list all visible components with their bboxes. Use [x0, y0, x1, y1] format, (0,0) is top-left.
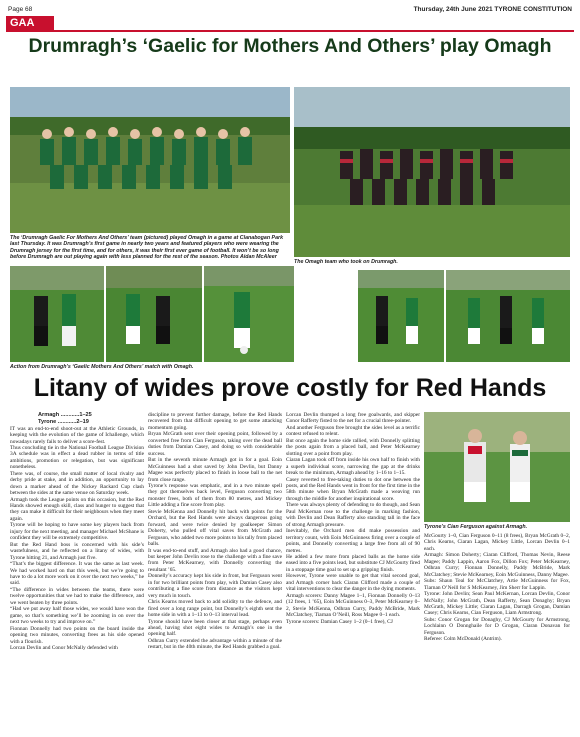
photo-drumragh-team [10, 87, 290, 233]
paragraph: Subs: Shaun Teal for McClatchey, Artie McGuinness for Fox, Tiarnan O’Neill for S McKearney, Jim Sherr for Lappin. [424, 578, 570, 591]
paragraph: Chris Kearns moved back to add solidity to the defence, and fired over a long range point, but Donnelly’s eighth sent the home side in with a 1–13 to 0–13 interval lead. [148, 599, 282, 619]
paragraph: Subs: Conor Grogan for Donaghy, CJ McGourty for Armstrong, Lochlainn O Donnghaile for D Grogan, Ciaran Donavan for Ferguson. [424, 616, 570, 636]
paragraph: Armagh took the League points on this occasion, but the Red Hands showed enough skill, class and hunger to suggest that they can make it difficult for their neighbours when they meet again. [10, 496, 144, 522]
paragraph: Thus concluding tie in the National Football League Division 3A schedule was in effect a dead rubber in terms of title ambitions, promotion or relegation, but was significant nonetheless. [10, 444, 144, 471]
paragraph: But in the seventh minute Armagh got in for a goal. Eoin McGuinness had a shot saved by John Devlin, but Danny Magee was perfectly placed to finish in loose ball to the net from close range. [148, 457, 282, 483]
article-column-1 [10, 412, 144, 651]
photo-omagh-team [294, 87, 570, 257]
caption-omagh-team: The Omagh team who took on Drumragh. [294, 259, 398, 265]
paragraph: But the Red Hand boss is concerned with his side’s wastefulness, and he reflected on a litany of wides, with Tyrone hitting 21, and Armagh just five. [10, 541, 144, 561]
paragraph: “Had we put away half those wides, we would have won the game, so that’s something we’ll be zooming in on over the next two weeks to try and improve on.” [10, 606, 144, 626]
paragraph: Lorcan Devlin thumped a long free goalwards, and skipper Conor Rafferty fisted to the net for a crucial three-pointer. [286, 412, 420, 425]
paragraph: Tyrone: John Devlin; Sean Paul McKernan, Lorcan Devlin, Conor McNally; John McGrath, Dean Rafferty, Sean Donaghy; Bryan McGrath, Mickey Little; Ciaran Lagan, Darragh Grogan, Damian Casey; Chris Kearns, Cian Ferguson, Liam Armstrong. [424, 591, 570, 617]
paragraph: “The difference in wides between the teams, there were twelve opportunities that we had to make the difference, and we went beaten by three points. [10, 586, 144, 606]
paragraph: discipline to prevent further damage, before the Red Hands recovered from that difficult opening to get some attacking momentum going. [148, 412, 282, 431]
paragraph: Lorcan Devlin and Conor McNally defended with [10, 645, 118, 651]
section-tag: GAA [6, 16, 54, 30]
article-column-3 [286, 412, 420, 625]
paragraph: However, Tyrone were unable to get that vital second goal, and Armagh corner back Ciaran Clifford made a couple of vital interventions to clear the danger in the dying moments. [286, 573, 420, 593]
paragraph: Donnelly’s accuracy kept his side in front, but Ferguson went in for two brilliant points from play, with Damian Casey also contributing a fine score from distance as the visitors kept very much in touch. [148, 573, 282, 599]
paragraph: Inevitably, the Orchard men did make possession and territory count, with Eoin McGuinness firing over a couple of points, and Donnelly converting a large free from all of 90 metres. [286, 528, 420, 554]
headline-red-hands: Litany of wides prove costly for Red Hands [33, 374, 547, 402]
paragraph: Stevie McKenna and Donnelly hit back with points for the Orchard, but the Red Hands were always dangerous going forward, and were twice denied by goalkeeper Simon Doherty, who pulled off vital saves from McGrath and Ferguson, who added two more points to his tally from placed balls. [148, 508, 282, 548]
scoreline-tyrone: Tyrone ............2–19 [38, 418, 89, 425]
paragraph: McGourty 1–0, Cian Ferguson 0–11 (8 frees), Bryan McGrath 0–2, Chris Kearns, Ciaran Lagan, Mickey Little, Lorcan Devlin 0–1 each. [424, 533, 570, 552]
photo-action-4 [358, 270, 444, 362]
photo-cian-ferguson [424, 412, 570, 522]
page-number: Page 68 [8, 5, 33, 13]
photo-action-1 [10, 266, 104, 362]
paragraph: Tyrone should have been closer at that stage, perhaps even ahead, having shot eight wides to Armagh’s one in the opening half. [148, 618, 282, 638]
paragraph: It was end-to-end stuff, and Armagh also had a good chance, but keeper John Devlin rose to the challenge with a fine save from Peter McKearney, with Donnelly converting the resultant ’65. [148, 547, 282, 573]
paragraph: There was always plenty of defending to do though, and Sean Paul McKernan rose to the challenge in marking fashion, with Devlin and Dean Rafferty also standing tall in the face of strong Armagh pressure. [286, 502, 420, 528]
headline-drumragh: Drumragh’s ‘Gaelic for Mothers And Others’ play Omagh [28, 35, 552, 57]
section-rule [6, 30, 574, 32]
paragraph: Bryan McGrath sent over their opening point, followed by a converted free from Cian Ferguson, taking over the dead ball duties from Damian Casey, and doing so with considerable success. [148, 431, 282, 457]
photo-action-5 [446, 270, 570, 362]
paragraph: Armagh scorers: Danny Magee 1–1, Fionnan Donnelly 0–13 (12 frees, 1 ’65), Eoin McGuinness 0–3, Peter McKearney 0–2, Stevie McKenna, Odhran Curry, Paddy McBride, Mark McClatchey, Tiarnan O’Neill, Ross Magee 0–1 each. [286, 592, 420, 619]
article-column-2 [148, 412, 282, 651]
photo-action-3 [204, 266, 294, 362]
paragraph: Casey reverted to free-taking duties to dot one between the posts, and the Red Hands went in front for the first time in the 58th minute when Bryan McGrath made a weaving run through the middle for another inspirational score. [286, 476, 420, 502]
paragraph: IT was an end-to-end shoot-out at the Athletic Grounds, in keeping with the evolution of the game of Ichallenge, which nowadays rarely fails to deliver a score-fest. [10, 425, 144, 445]
paragraph: Fionnan Donnelly had two points on the board inside the opening two minutes, converting frees as his side opened with a flourish. [10, 625, 144, 645]
paragraph: Tyrone scorers: Damian Casey 1–2 (0–1 free), CJ [286, 618, 393, 625]
paragraph: Armagh: Simon Doherty; Ciaran Clifford, Thomas Nevin, Reese Magee; Paddy Lappin, Aaron Fox, Dillon Fox; Peter McKearney, Odhran Curry; Fionnan Donnelly, Paddy McBride, Mark McClatchey; Stevie McKearney, Eoin McGuinness, Danny Magee. [424, 552, 570, 578]
paragraph: Ciaran Lagan took off from inside his own half to finish with a superb individual score, narrowing the gap at the drinks break to the minimum, Armagh ahead by 1–16 to 1–15. [286, 457, 420, 477]
paragraph: “That’s the biggest difference. It was the same as last week. We had worked hard on that this week, but we’re going to have to do a lot more work on it over the next two weeks,” he said. [10, 561, 144, 587]
photo-action-2 [106, 266, 202, 362]
caption-drumragh-team: The ‘Drumragh Gaelic For Mothers And Others’ team (pictured) played Omagh in a game at Clanabogan Park last Thursday. It was Drumragh’s first game in nearly two years and featured players who were wearing the Drumragh jersey for the first time, and for others, it was their first ever game of football. It won’t be so long before Drumragh are out playing again with less planned for the rest of the season. Photos Aidan McAleer [10, 235, 284, 261]
paragraph: Odhran Curry extended the advantage within a minute of the restart, but in the 40th minute, the Red Hands grabbed a goal. [148, 637, 282, 651]
article-column-4 [424, 533, 570, 643]
paragraph: But once again the home side rallied, with Donnelly splitting the posts again from a placed ball, and Peter McKearney slotting over a point from play. [286, 437, 420, 457]
paragraph: Tyrone will be hoping to have some key players back from injury for the next meeting, and manager Michael McShane is confident they will be extremely competitive. [10, 522, 144, 542]
dateline: Thursday, 24th June 2021 TYRONE CONSTITUTION [413, 5, 572, 13]
caption-cian-ferguson: Tyrone’s Cian Ferguson against Armagh. [424, 524, 528, 530]
paragraph: He added a few more from placed balls as the home side eased into a five points lead, but substitute CJ McGourty fired in a stoppage time goal to set up a gripping finish. [286, 553, 420, 573]
paragraph: And another Ferguson free brought the sides level as a terrific contest refused to relent. [286, 424, 420, 438]
scoreline-armagh: Armagh ............1–25 [38, 412, 92, 418]
paragraph: Tyrone’s response was emphatic, and in a two minute spell they got themselves back level, Ferguson converting two monster frees, both of them from 80 metres, and Mickey Little adding a fine score from play. [148, 482, 282, 509]
caption-action: Action from Drumragh’s ‘Gaelic Mothers And Others’ match with Omagh. [10, 364, 194, 370]
paragraph: Referee: Colm McDonald (Antrim). [424, 636, 502, 643]
paragraph: There was, of course, the small matter of local rivalry and derby pride at stake, and in addition, an opportunity to lay down a marker ahead of the Nickey Rackard Cup clash between the sides at the same venue on Saturday week. [10, 470, 144, 497]
page-header [8, 4, 572, 14]
